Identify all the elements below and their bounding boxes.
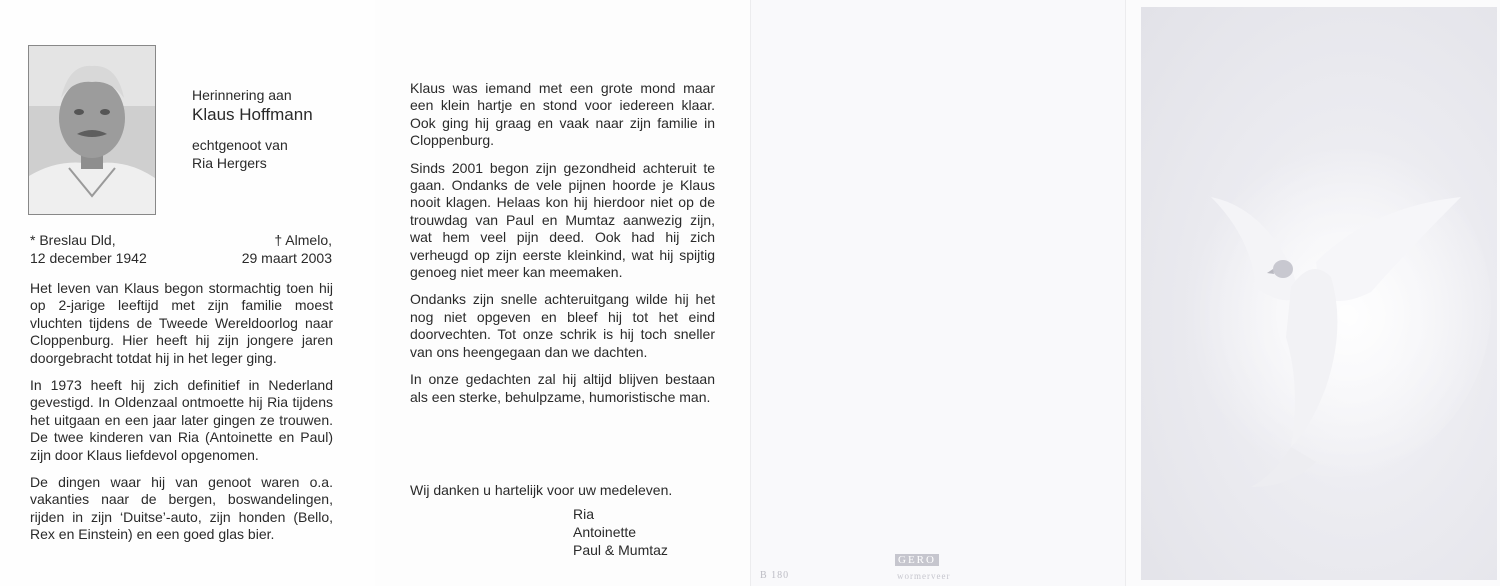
- signature-name: Antoinette: [573, 524, 637, 540]
- dove-image: [1141, 7, 1497, 580]
- death-place: † Almelo,: [274, 232, 332, 248]
- fold-line: [1125, 0, 1126, 586]
- fold-line: [750, 0, 751, 586]
- paragraph: In onze gedachten zal hij altijd blijven bestaan als een sterke, behulpzame, humoristische man.: [410, 371, 715, 405]
- paragraph: Klaus was iemand met een grote mond maar een klein hartje en stond voor iedereen klaar. Ook ging hij graag en vaak naar zijn familie in Cloppenburg.: [410, 80, 715, 149]
- deceased-name: Klaus Hoffmann: [192, 105, 313, 124]
- portrait-illustration: [29, 46, 155, 214]
- paragraph: Sinds 2001 begon zijn gezondheid achteruit te gaan. Ondanks de vele pijnen hoorde je Klaus nooit klagen. Helaas kon hij hierdoor niet op de trouwdag van Paul en Mumtaz aanwezig zijn, wat hem veel pijn deed. Ook had hij zich verheugd op zijn eerste kleinkind, wat hij spijtig genoeg niet meer kan meemaken.: [410, 159, 715, 281]
- blank-panel: [750, 0, 1125, 586]
- signature-name: Ria: [573, 506, 595, 522]
- name-block: [192, 86, 313, 172]
- death-info: [200, 231, 332, 267]
- biography-middle: [410, 80, 715, 416]
- print-code: B 180: [760, 570, 790, 581]
- paragraph: In 1973 heeft hij zich definitief in Nederland gevestigd. In Oldenzaal ontmoette hij Ria tijdens het uitgaan en een jaar later gingen ze trouwen. De twee kinderen van Ria (Antoinette en Paul) zijn door Klaus liefdevol opgenomen.: [30, 377, 333, 463]
- signatures: [573, 505, 668, 559]
- birth-info: [30, 231, 147, 267]
- paragraph: Het leven van Klaus begon stormachtig toen hij op 2-jarige leeftijd met zijn familie moest vluchten tijdens de Tweede Wereldoorlog naar Cloppenburg. Hier heeft hij zijn jongere jaren doorgebracht totdat hij in het leger ging.: [30, 280, 333, 366]
- portrait-photo: [28, 45, 156, 215]
- remembrance-label: Herinnering aan: [192, 87, 292, 103]
- birth-place: * Breslau Dld,: [30, 232, 116, 248]
- paragraph: De dingen waar hij van genoot waren o.a. vakanties naar de bergen, boswandelingen, rijden in zijn ‘Duitse’-auto, zijn honden (Bello, Rex en Einstein) en een goed glas bier.: [30, 474, 333, 543]
- spouse-label: echtgenoot van: [192, 137, 288, 153]
- printer-city: wormerveer: [897, 571, 951, 581]
- birth-date: 12 december 1942: [30, 250, 147, 266]
- paragraph: Ondanks zijn snelle achteruitgang wilde hij het nog niet opgeven en bleef hij tot het eind doorvechten. Tot onze schrik is hij toch sneller van ons heengegaan dan we dachten.: [410, 291, 715, 360]
- spouse-name: Ria Hergers: [192, 155, 267, 171]
- signature-name: Paul & Mumtaz: [573, 542, 668, 558]
- dove-icon: [1141, 7, 1497, 580]
- printer-logo: GERO: [895, 554, 939, 566]
- biography-left: [30, 280, 333, 554]
- thanks-line: Wij danken u hartelijk voor uw medeleven.: [410, 482, 673, 498]
- death-date: 29 maart 2003: [241, 250, 332, 266]
